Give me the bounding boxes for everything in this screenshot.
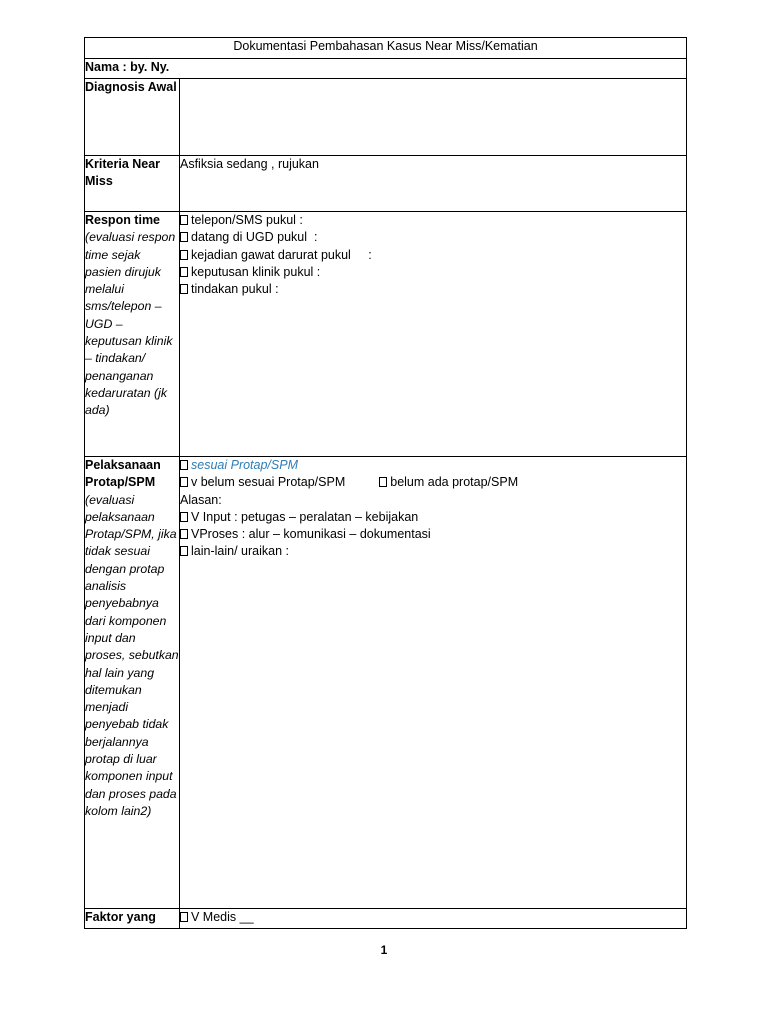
respon-note: (evaluasi respon time sejak pasien dirujuk melalui sms/telepon – UGD – keputusan klinik – tindakan/ penanganan kedaruratan (jk ada) xyxy=(85,230,176,418)
respon-item: tindakan pukul : xyxy=(180,281,686,298)
checkbox-icon xyxy=(180,912,188,922)
respon-label: Respon time xyxy=(85,213,161,227)
checkbox-icon xyxy=(180,215,188,225)
pelaksanaan-item: lain-lain/ uraikan : xyxy=(180,543,686,560)
nama-field: Nama : by. Ny. xyxy=(85,59,687,79)
respon-item: telepon/SMS pukul : xyxy=(180,212,686,229)
pelaksanaan-item: V Input : petugas – peralatan – kebijakan xyxy=(180,509,686,526)
checkbox-icon xyxy=(180,512,188,522)
checkbox-icon xyxy=(180,284,188,294)
respon-item: kejadian gawat darurat pukul : xyxy=(180,247,686,264)
faktor-value: V Medis __ xyxy=(191,910,254,924)
diagnosis-label: Diagnosis Awal xyxy=(85,79,180,156)
alasan-label: Alasan: xyxy=(180,492,222,507)
checkbox-icon xyxy=(180,546,188,556)
pelaksanaan-label: Pelaksanaan Protap/SPM xyxy=(85,458,161,490)
checkbox-icon xyxy=(180,460,188,470)
faktor-label: Faktor yang xyxy=(85,909,180,929)
checkbox-icon xyxy=(180,232,188,242)
kriteria-value: Asfiksia sedang , rujukan xyxy=(180,156,687,212)
checkbox-icon xyxy=(180,267,188,277)
pelaksanaan-item: sesuai Protap/SPM xyxy=(180,457,686,474)
pelaksanaan-note: (evaluasi pelaksanaan Protap/SPM, jika tidak sesuai dengan protap analisis penyebabnya dari komponen input dan proses, sebutkan hal lain yang ditemukan menjadi penyebab tidak berjalannya protap di luar komponen input dan proses pada kolom lain2) xyxy=(85,492,179,818)
pelaksanaan-label-cell xyxy=(85,457,180,909)
diagnosis-value xyxy=(180,79,687,156)
respon-item: datang di UGD pukul : xyxy=(180,229,686,246)
form-title: Dokumentasi Pembahasan Kasus Near Miss/Kematian xyxy=(85,38,687,59)
case-documentation-form xyxy=(84,37,687,929)
pelaksanaan-items xyxy=(180,457,687,909)
pelaksanaan-item: v belum sesuai Protap/SPM belum ada protap/SPM xyxy=(180,474,686,491)
kriteria-label: Kriteria Near Miss xyxy=(85,156,180,212)
page-number: 1 xyxy=(380,943,388,957)
respon-label-cell xyxy=(85,212,180,457)
faktor-value-cell xyxy=(180,909,687,929)
pelaksanaan-item: VProses : alur – komunikasi – dokumentasi xyxy=(180,526,686,543)
respon-items xyxy=(180,212,687,457)
respon-item: keputusan klinik pukul : xyxy=(180,264,686,281)
checkbox-icon xyxy=(180,529,188,539)
checkbox-icon xyxy=(379,477,387,487)
checkbox-icon xyxy=(180,477,188,487)
checkbox-icon xyxy=(180,250,188,260)
